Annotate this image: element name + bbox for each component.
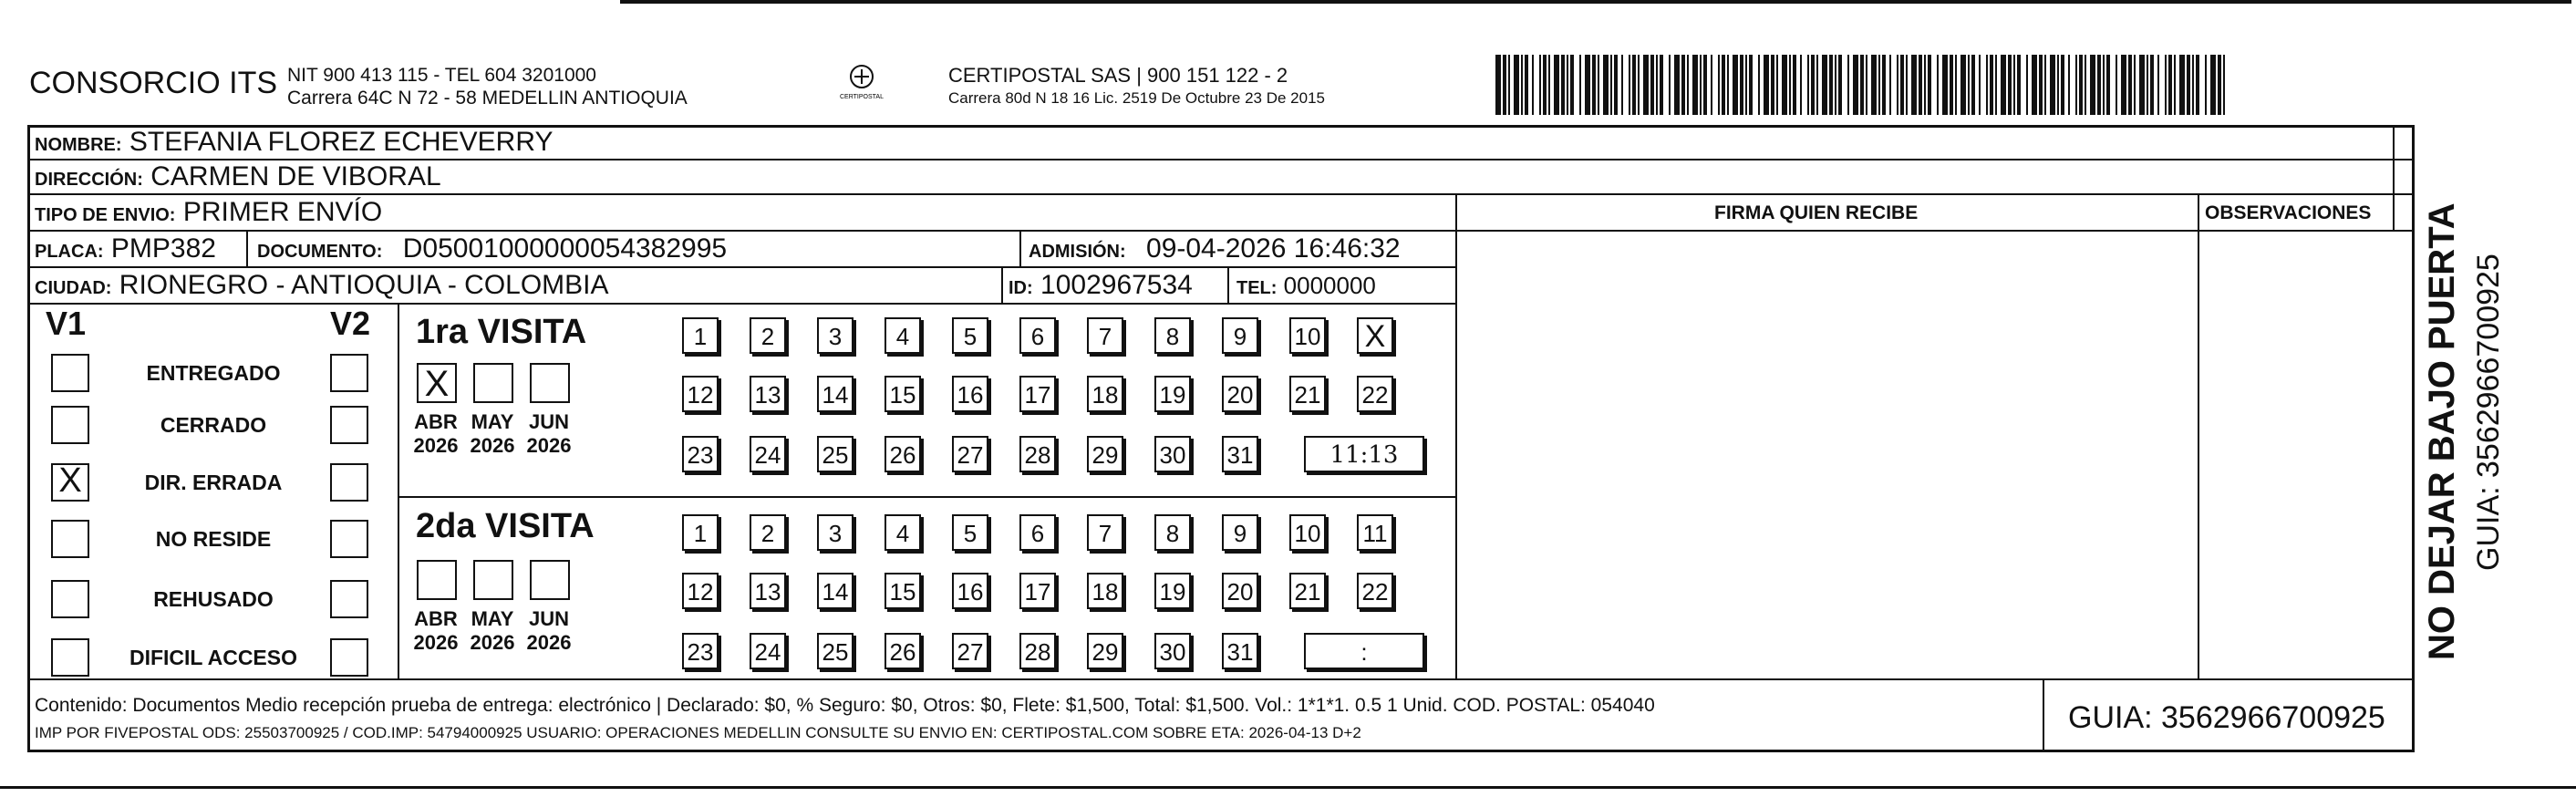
- day-29[interactable]: 29: [1087, 436, 1123, 472]
- month-checkbox[interactable]: [530, 560, 570, 600]
- month-year: 2026: [526, 434, 572, 457]
- city-field: CIUDAD: RIONEGRO - ANTIOQUIA - COLOMBIA: [35, 270, 609, 300]
- day-5[interactable]: 5: [952, 514, 988, 551]
- day-10[interactable]: 10: [1289, 514, 1326, 551]
- side-guia: GUIA: 3562966700925: [2471, 254, 2506, 571]
- carrier-info: [948, 64, 1325, 109]
- day-31[interactable]: 31: [1222, 633, 1258, 669]
- carrier-address: Carrera 80d N 18 16 Lic. 2519 De Octubre 23 De 2015: [948, 89, 1325, 107]
- company-info: [287, 64, 688, 109]
- day-18[interactable]: 18: [1087, 376, 1123, 412]
- day-19[interactable]: 19: [1154, 376, 1191, 412]
- day-22[interactable]: 22: [1357, 573, 1393, 609]
- footer-guia: GUIA: 3562966700925: [2068, 700, 2385, 735]
- send-type-field: TIPO DE ENVIO: PRIMER ENVÍO: [35, 197, 383, 227]
- day-30[interactable]: 30: [1154, 436, 1191, 472]
- month-year: 2026: [526, 631, 572, 654]
- guide-frame: [27, 125, 2415, 752]
- month-checkbox[interactable]: X: [417, 363, 457, 403]
- day-12[interactable]: 12: [682, 573, 719, 609]
- day-12[interactable]: 12: [682, 376, 719, 412]
- v2-checkbox[interactable]: [330, 463, 368, 502]
- time-box[interactable]: :: [1304, 633, 1424, 669]
- day-9[interactable]: 9: [1222, 317, 1258, 354]
- status-label: NO RESIDE: [155, 527, 272, 551]
- v1-checkbox[interactable]: X: [51, 463, 89, 502]
- bottom-line: [0, 786, 2576, 789]
- time-box[interactable]: 11:13: [1304, 436, 1424, 472]
- day-31[interactable]: 31: [1222, 436, 1258, 472]
- day-20[interactable]: 20: [1222, 573, 1258, 609]
- visit2-title: 2da VISITA: [416, 507, 595, 545]
- month-year: 2026: [470, 434, 515, 457]
- month-year: 2026: [413, 631, 459, 654]
- day-20[interactable]: 20: [1222, 376, 1258, 412]
- v1-label: V1: [46, 305, 87, 342]
- day-2[interactable]: 2: [750, 514, 786, 551]
- day-24[interactable]: 24: [750, 633, 786, 669]
- company-nit-tel: NIT 900 413 115 - TEL 604 3201000: [287, 65, 596, 86]
- v2-checkbox[interactable]: [330, 580, 368, 618]
- month-label: MAY: [471, 607, 514, 630]
- status-label: DIFICIL ACCESO: [129, 646, 297, 669]
- day-28[interactable]: 28: [1019, 436, 1056, 472]
- company-address: Carrera 64C N 72 - 58 MEDELLIN ANTIOQUIA: [287, 88, 688, 109]
- day-23[interactable]: 23: [682, 436, 719, 472]
- address-field: DIRECCIÓN: CARMEN DE VIBORAL: [35, 161, 441, 191]
- admission-field: ADMISIÓN: 09-04-2026 16:46:32: [1029, 233, 1401, 264]
- v2-checkbox[interactable]: [330, 520, 368, 558]
- svg-text:CERTIPOSTAL: CERTIPOSTAL: [840, 94, 884, 100]
- v2-label: V2: [330, 305, 371, 342]
- no-dejar-bajo-puerta: NO DEJAR BAJO PUERTA: [2422, 202, 2462, 660]
- day-22[interactable]: 22: [1357, 376, 1393, 412]
- signature-header: FIRMA QUIEN RECIBE: [1714, 202, 1919, 223]
- day-16[interactable]: 16: [952, 573, 988, 609]
- v2-checkbox[interactable]: [330, 354, 368, 392]
- status-label: DIR. ERRADA: [144, 471, 283, 494]
- day-27[interactable]: 27: [952, 436, 988, 472]
- day-23[interactable]: 23: [682, 633, 719, 669]
- day-21[interactable]: 21: [1289, 376, 1326, 412]
- day-1[interactable]: 1: [682, 514, 719, 551]
- day-4[interactable]: 4: [885, 317, 921, 354]
- day-17[interactable]: 17: [1019, 573, 1056, 609]
- month-checkbox[interactable]: [530, 363, 570, 403]
- month-year: 2026: [470, 631, 515, 654]
- day-27[interactable]: 27: [952, 633, 988, 669]
- day-13[interactable]: 13: [750, 573, 786, 609]
- tel-field: TEL: 0000000: [1236, 272, 1376, 299]
- day-10[interactable]: 10: [1289, 317, 1326, 354]
- day-26[interactable]: 26: [885, 436, 921, 472]
- day-6[interactable]: 6: [1019, 317, 1056, 354]
- day-15[interactable]: 15: [885, 376, 921, 412]
- carrier-name: CERTIPOSTAL SAS | 900 151 122 - 2: [948, 64, 1288, 87]
- month-checkbox[interactable]: [473, 363, 513, 403]
- document-field: DOCUMENTO: D05001000000054382995: [257, 233, 728, 264]
- barcode: [1495, 55, 2225, 115]
- day-11[interactable]: 11: [1357, 514, 1393, 551]
- day-25[interactable]: 25: [817, 633, 853, 669]
- status-label: REHUSADO: [153, 587, 274, 611]
- month-label: ABR: [414, 607, 458, 630]
- v2-checkbox[interactable]: [330, 406, 368, 444]
- month-year: 2026: [413, 434, 459, 457]
- day-8[interactable]: 8: [1154, 514, 1191, 551]
- day-7[interactable]: 7: [1087, 514, 1123, 551]
- month-label: MAY: [471, 410, 514, 433]
- visit1-title: 1ra VISITA: [416, 313, 587, 351]
- day-9[interactable]: 9: [1222, 514, 1258, 551]
- day-11[interactable]: X: [1357, 317, 1393, 354]
- month-checkbox[interactable]: [473, 560, 513, 600]
- day-3[interactable]: 3: [817, 514, 853, 551]
- month-label: JUN: [528, 607, 569, 630]
- day-14[interactable]: 14: [817, 376, 853, 412]
- day-25[interactable]: 25: [817, 436, 853, 472]
- day-8[interactable]: 8: [1154, 317, 1191, 354]
- day-7[interactable]: 7: [1087, 317, 1123, 354]
- footer-imp: IMP POR FIVEPOSTAL ODS: 25503700925 / COD.IMP: 54794000925 USUARIO: OPERACIONES MEDELLIN CONSULTE SU ENVIO EN: CERTIPOSTAL.COM SOBRE ETA: 2026-04-13 D+2: [35, 724, 1361, 741]
- day-26[interactable]: 26: [885, 633, 921, 669]
- certipostal-logo: [837, 64, 886, 102]
- day-21[interactable]: 21: [1289, 573, 1326, 609]
- month-label: JUN: [528, 410, 569, 433]
- day-28[interactable]: 28: [1019, 633, 1056, 669]
- name-field: NOMBRE: STEFANIA FLOREZ ECHEVERRY: [35, 127, 553, 157]
- plate-field: PLACA: PMP382: [35, 233, 216, 264]
- day-18[interactable]: 18: [1087, 573, 1123, 609]
- id-field: ID: 1002967534: [1009, 270, 1193, 300]
- month-label: ABR: [414, 410, 458, 433]
- top-border-line: [620, 0, 2571, 4]
- observations-header: OBSERVACIONES: [2205, 202, 2372, 223]
- status-label: CERRADO: [160, 413, 267, 437]
- day-15[interactable]: 15: [885, 573, 921, 609]
- day-3[interactable]: 3: [817, 317, 853, 354]
- day-2[interactable]: 2: [750, 317, 786, 354]
- day-16[interactable]: 16: [952, 376, 988, 412]
- day-30[interactable]: 30: [1154, 633, 1191, 669]
- day-29[interactable]: 29: [1087, 633, 1123, 669]
- footer-content: Contenido: Documentos Medio recepción prueba de entrega: electrónico | Declarado: $0, % Seguro: $0, Otros: $0, Flete: $1,500, Total: $1,500. Vol.: 1*1*1. 0.5 1 Unid. COD. POSTAL: 054040: [35, 695, 1655, 716]
- month-checkbox[interactable]: [417, 560, 457, 600]
- company-name: CONSORCIO ITS: [29, 66, 278, 100]
- day-13[interactable]: 13: [750, 376, 786, 412]
- day-5[interactable]: 5: [952, 317, 988, 354]
- day-6[interactable]: 6: [1019, 514, 1056, 551]
- status-label: ENTREGADO: [146, 361, 281, 385]
- day-14[interactable]: 14: [817, 573, 853, 609]
- day-19[interactable]: 19: [1154, 573, 1191, 609]
- day-17[interactable]: 17: [1019, 376, 1056, 412]
- day-1[interactable]: 1: [682, 317, 719, 354]
- v2-checkbox[interactable]: [330, 638, 368, 677]
- day-4[interactable]: 4: [885, 514, 921, 551]
- day-24[interactable]: 24: [750, 436, 786, 472]
